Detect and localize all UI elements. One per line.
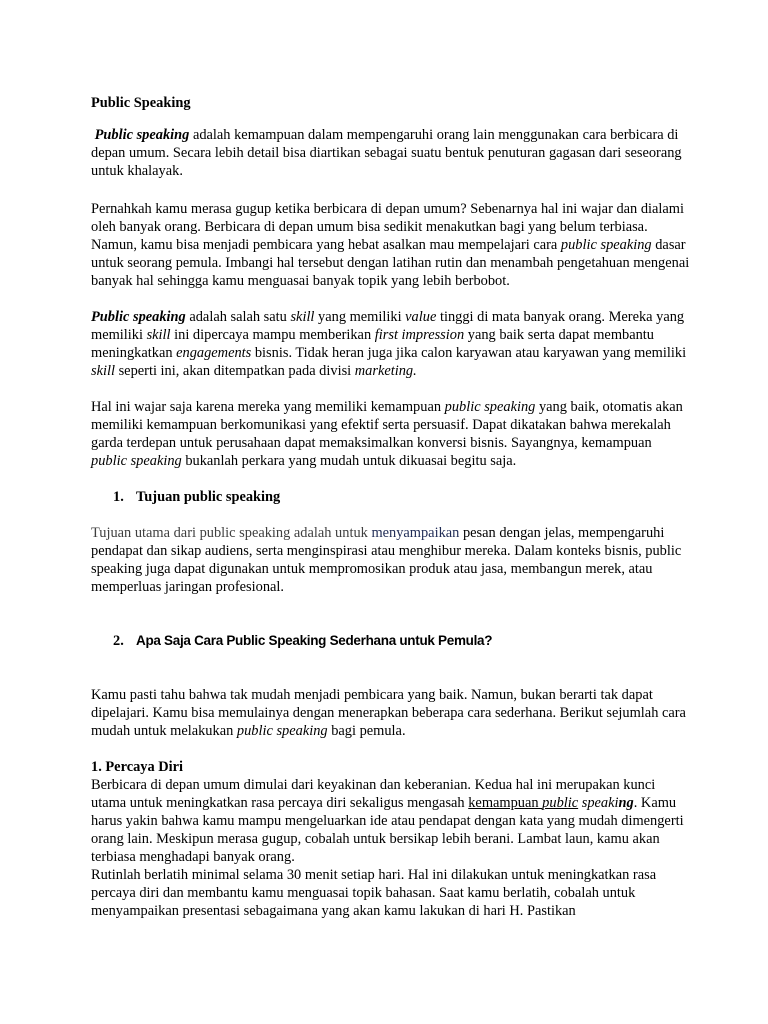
paragraph-tujuan: Tujuan utama dari public speaking adalah untuk menyampaikan pesan dengan jelas, mempengaruhi pendapat dan sikap audiens, serta menginspirasi atau menghibur mereka. Dalam konteks bisnis, public speaking juga dapat digunakan untuk mempromosikan produk atau jasa, membangun merek, atau memperluas jaringan profesional. [91,525,682,595]
heading-cara: 2. Apa Saja Cara Public Speaking Sederhana untuk Pemula? [113,633,493,649]
heading-tujuan: 1. Tujuan public speaking [113,489,281,505]
document-title: Public Speaking [91,95,191,111]
paragraph-percaya-diri: Berbicara di depan umum dimulai dari keyakinan dan keberanian. Kedua hal ini merupakan kunci utama untuk meningkatkan rasa percaya diri sekaligus mengasah kemampuan public speaking. Kamu harus yakin bahwa kamu mampu mengeluarkan ide atau pendapat dengan kata yang mudah dimengerti orang lain. Meskipun merasa gugup, cobalah untuk bersikap lebih berani. Lambat laun, kamu akan terbiasa menghadapi banyak orang. [91,777,684,865]
term-public-speaking: Public speaking [94,127,190,143]
paragraph-cara-intro: Kamu pasti tahu bahwa tak mudah menjadi pembicara yang baik. Namun, bukan berarti tak dapat dipelajari. Kamu bisa memulainya dengan menerapkan beberapa cara sederhana. Berikut sejumlah cara mudah untuk melakukan public speaking bagi pemula. [91,687,686,739]
paragraph-nervous: Pernahkah kamu merasa gugup ketika berbicara di depan umum? Sebenarnya hal ini wajar dan dialami oleh banyak orang. Berbicara di depan umum bisa sedikit menakutkan bagi yang belum terbiasa. Namun, kamu bisa menjadi pembicara yang hebat asalkan mau mempelajari cara public speaking dasar untuk seorang pemula. Imbangi hal tersebut dengan latihan rutin dan menambah pengetahuan mengenai banyak hal sehingga kamu menguasai banyak topik yang lebih berbobot. [91,201,690,289]
heading-percaya-diri: 1. Percaya Diri [91,759,184,775]
paragraph-definition: Public speaking adalah kemampuan dalam mempengaruhi orang lain menggunakan cara berbicara di depan umum. Secara lebih detail bisa diartikan sebagai suatu bentuk penuturan gagasan dari seseorang untuk khalayak. [91,127,682,179]
paragraph-latihan: Rutinlah berlatih minimal selama 30 menit setiap hari. Hal ini dilakukan untuk meningkatkan rasa percaya diri dan membantu kamu menguasai topik bahasan. Saat kamu berlatih, cobalah untuk menyampaikan presentasi sebagaimana yang akan kamu lakukan di hari H. Pastikan [91,867,657,919]
paragraph-skill: Public speaking adalah salah satu skill yang memiliki value tinggi di mata banyak orang. Mereka yang memiliki skill ini dipercaya mampu memberikan first impression yang baik serta dapat membantu meningkatkan engagements bisnis. Tidak heran juga jika calon karyawan atau karyawan yang memiliki skill seperti ini, akan ditempatkan pada divisi marketing. [91,309,687,379]
paragraph-communication: Hal ini wajar saja karena mereka yang memiliki kemampuan public speaking yang baik, otomatis akan memiliki kemampuan berkomunikasi yang efektif serta persuasif. Dapat dikatakan bahwa merekalah garda terdepan untuk perusahaan dapat memaksimalkan konversi bisnis. Sayangnya, kemampuan public speaking bukanlah perkara yang mudah untuk dikuasai begitu saja. [91,399,683,469]
document-body [91,94,691,920]
